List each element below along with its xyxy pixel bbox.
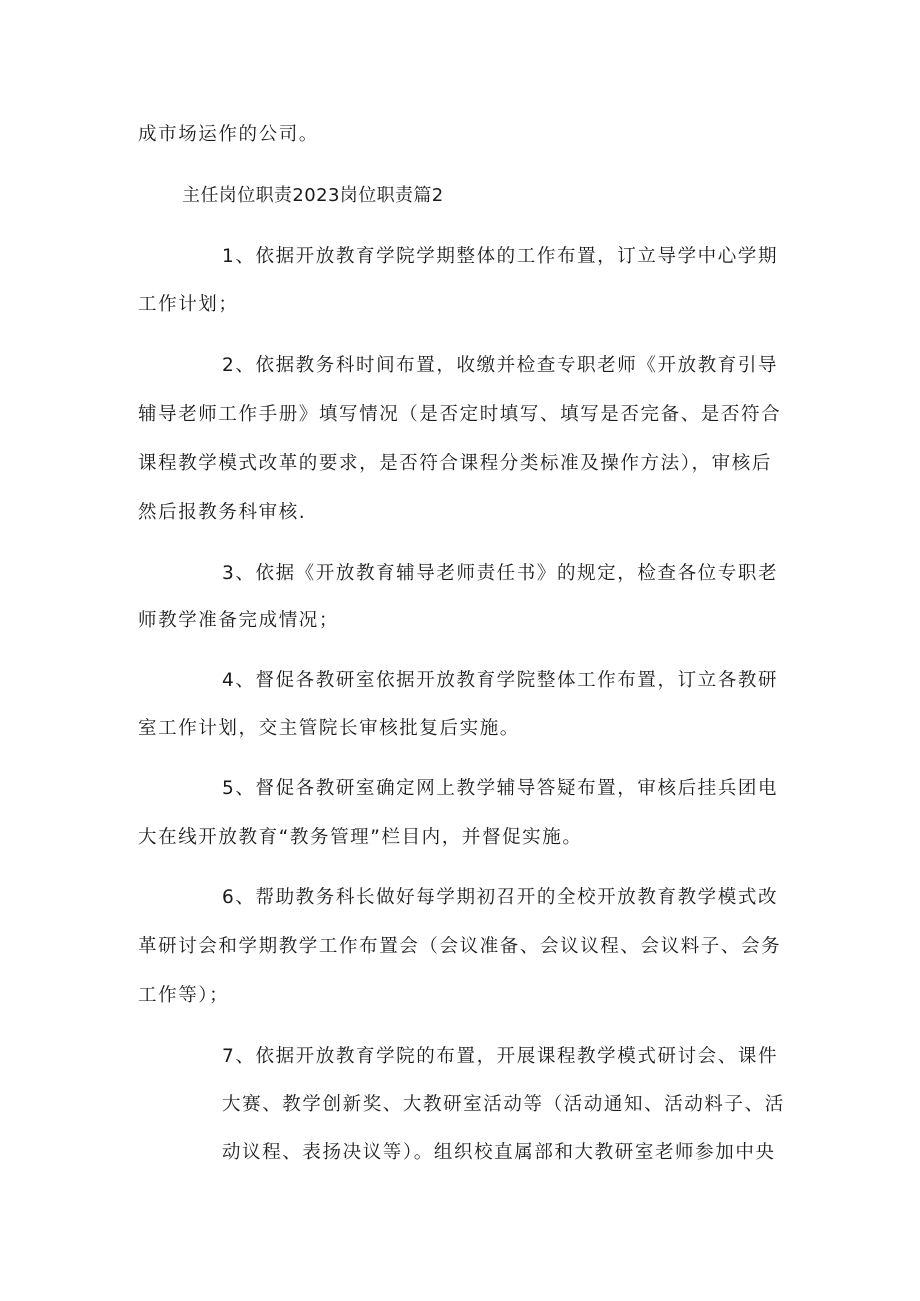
item-4-line-1: 4、督促各教研室依据开放教育学院整体工作布置，订立各教研 — [222, 670, 779, 691]
item-6-line-3: 工作等）； — [138, 985, 230, 1006]
item-7-line-1: 7、依据开放教育学院的布置，开展课程教学模式研讨会、课件 — [222, 1046, 779, 1067]
item-6-line-1: 6、帮助教务科长做好每学期初召开的全校开放教育教学模式改 — [222, 887, 779, 908]
item-7-line-3: 动议程、表扬决议等）。组织校直属部和大教研室老师参加中央 — [222, 1142, 776, 1163]
item-2-line-3: 课程教学模式改革的要求，是否符合课程分类标准及操作方法），审核后 — [138, 453, 772, 474]
item-2-line-4: 然后报教务科审核. — [138, 502, 307, 523]
item-3-line-2: 师教学准备完成情况； — [138, 610, 340, 631]
item-1-line-1: 1、依据开放教育学院学期整体的工作布置，订立导学中心学期 — [222, 246, 779, 267]
line-continuation: 成市场运作的公司。 — [138, 124, 319, 145]
item-1-line-2: 工作计划； — [138, 294, 239, 315]
item-2-line-1: 2、依据教务科时间布置，收缴并检查专职老师《开放教育引导 — [222, 355, 779, 376]
item-2-line-2: 辅导老师工作手册》填写情况（是否定时填写、填写是否完备、是否符合 — [138, 404, 782, 425]
item-4-line-2: 室工作计划，交主管院长审核批复后实施。 — [138, 718, 520, 739]
item-7-line-2: 大赛、教学创新奖、大教研室活动等（活动通知、活动料子、活 — [222, 1094, 785, 1115]
item-3-line-1: 3、依据《开放教育辅导老师责任书》的规定，检查各位专职老 — [222, 563, 779, 584]
item-6-line-2: 革研讨会和学期教学工作布置会（会议准备、会议议程、会议料子、会务 — [138, 936, 782, 957]
item-5-line-1: 5、督促各教研室确定网上教学辅导答疑布置，审核后挂兵团电 — [222, 778, 779, 799]
item-5-line-2: 大在线开放教育“教务管理”栏目内，并督促实施。 — [138, 827, 583, 848]
section-subtitle: 主任岗位职责2023岗位职责篇2 — [182, 185, 444, 206]
